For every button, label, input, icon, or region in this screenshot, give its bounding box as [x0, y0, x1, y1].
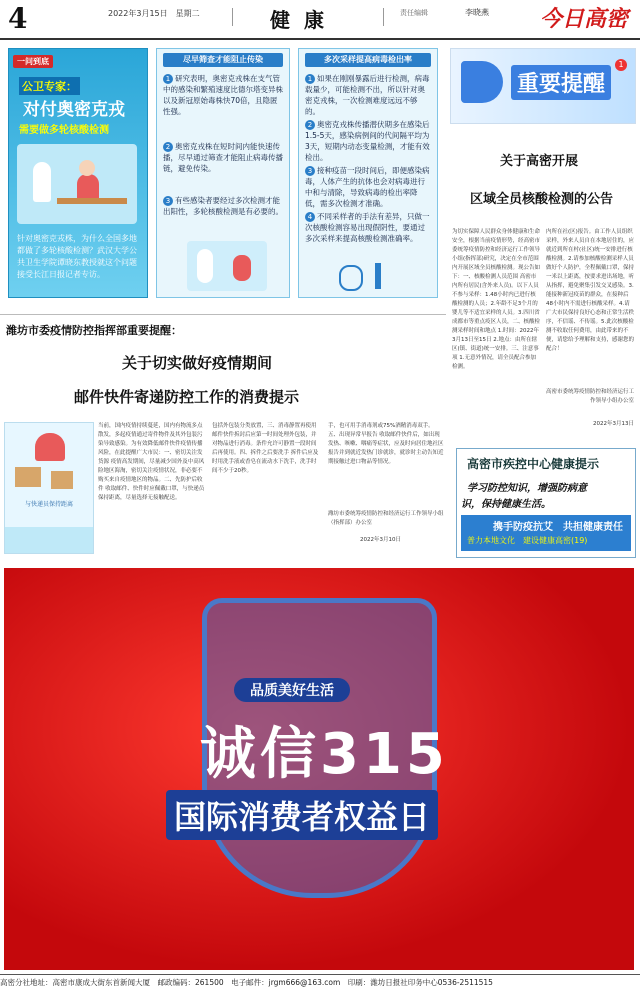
testing-illustration	[17, 144, 137, 224]
expert-panel	[8, 48, 148, 298]
editor-label: 责任编辑	[400, 9, 428, 17]
article-title-2: 邮件快件寄递防控工作的消费提示	[74, 388, 300, 406]
expert-headline: 对付奥密克戎	[23, 100, 125, 120]
expert-subheadline: 需要做多轮核酸检测	[19, 125, 109, 136]
sampling-item-4: 4 不同采样者的手法有差异，只做一次核酸检测容易出现假阴性，要通过多次采样来提高核酸检测准确率。	[305, 212, 430, 243]
courier-illustration	[4, 422, 94, 554]
ad-headline: 诚信315	[200, 722, 449, 787]
megaphone-icon	[461, 61, 503, 103]
cdc-line-2: 识，保持健康生活。	[461, 499, 551, 510]
notice-column-1: 为切实保障人民群众身体健康和生命安全，根据当前疫情形势，经高密市委统筹疫情防控和经济运行工作领导小组(指挥部)研究，决定在全市范围内开展区域全员核酸检测。现公告如下：一、核酸检测人员范围 高密市内所有居民(含外来人员)。以下人员不参与采样：1.48小时内已进行核酸检测的人员；2.年龄不足3个月的婴儿等不适宜采样的人员。3.四川省成都市等重点疫区人员，二、核酸检测采样时间和地点 1.时间：2022年3月13日至15日 2.地点：由所在辖区(镇、街道)统一安排。三、注意事项 1.无意外情况，请全员配合参加检测。	[452, 229, 540, 370]
swab-illustration	[187, 241, 267, 291]
illustration-caption: 与快递员保持距离	[24, 501, 73, 508]
banner-text: 重要提醒	[511, 65, 611, 100]
cdc-title: 高密市疾控中心健康提示	[467, 457, 600, 471]
expert-label: 公卫专家：	[19, 77, 80, 95]
sampling-item-2: 2 奥密克戎株传播潜伏期多在感染后1.5-5天，感染病例间的代间隔平均为3天，短期内动态变量检测，才能有效检出。	[305, 120, 430, 162]
sampling-item-1: 1 如果在刚刚暴露后进行检测，病毒载量少，可能检测不出，所以针对奥密克戎株，一次检测难度远远不够的。	[305, 74, 430, 116]
screening-title: 尽早筛查才能阻止传染	[163, 53, 283, 67]
cdc-slogan-2: 普力本地文化 建设健康高密(19)	[467, 536, 588, 545]
editor-name: 李晓燕	[465, 8, 489, 17]
article-date: 2022年3月10日	[360, 537, 401, 543]
screening-panel	[156, 48, 290, 298]
notice-signature: 高密市委统筹疫情防控和经济运行工作领导小组办公室	[546, 389, 635, 404]
sampling-title: 多次采样提高病毒检出率	[305, 53, 431, 67]
article-column-1: 当前，国内疫情持续蔓延，国内有物流多点散发，多起疫情通过寄件物件及其外包装污染导致感染。为有效降低邮件快件疫情传播风险，在此提醒广大市民：一、密切关注发货源 疫情高发期间，尽量减少国外及中高风险地区海淘，密切关注疫情状况，非必要不购买来自疫情地区的物品。二、先防护后收件 收取邮件、快件时应佩戴口罩，与快递员保持距离，尽量选择无接触配送。	[98, 423, 205, 501]
notice-date: 2022年3月13日	[593, 421, 634, 427]
cdc-line-1: 学习防控知识，增强防病意	[467, 483, 587, 494]
screening-item-2: 2 奥密克戎株在短时间内能快速传播，尽早通过筛查才能阻止病毒传播链，避免传染。	[163, 142, 283, 173]
page-number: 4	[8, 2, 28, 35]
notice-title-1: 关于高密开展	[500, 154, 579, 169]
section-rule	[0, 314, 446, 315]
cdc-slogan-1: 携手防疫抗艾 共担健康责任	[493, 522, 623, 533]
notice-column-2: 内所在社(区)报告。由工作人员组织采样，外来人员自在本地居住的，应就近到所在村(社区)统一安排进行核酸检测。2.请参加核酸检测采样人员做好个人防护，全程佩戴口罩，保持一米以上距离，按要求进出场地，听从指挥，避免聚集引发交叉感染。3.能接种新冠疫苗的群众，在接种后48小时内不需进行核酸采样。4.请广大市民保持良好心态和正常生活秩序，不信谣、不传谣。5.此次核酸检测不收取任何费用，由此带来的不便，请您给予理解和支持，感谢您的配合！	[546, 229, 634, 352]
screening-item-3: 3 有些感染者要经过多次检测才能出阳性，多轮核酸检测是有必要的。	[163, 196, 283, 216]
ad-subtitle: 品质美好生活	[234, 678, 350, 702]
article-kicker: 潍坊市委疫情防控指挥部重要提醒：	[6, 324, 182, 337]
consumer-rights-ad	[4, 568, 634, 970]
cdc-health-tip-box	[456, 448, 636, 558]
screening-item-1: 1 研究表明，奥密克戎株在支气管中的感染和繁殖速度比德尔塔变异株以及新冠原始毒株快70倍，且隐匿性强。	[163, 74, 283, 116]
expert-intro: 针对奥密克戎株，为什么全国多地都做了多轮核酸检测？武汉大学公共卫生学院谭晓东教授就这个问题接受长江日报记者专访。	[17, 234, 137, 279]
article-column-3: 手，也可用手消毒剂或75%酒精消毒双手。五、出现异常早报告 收取邮件快件后，如出现发热、咳嗽、咽痛等症状，应及时向居住地社区报告并到就近发热门诊就诊，就诊时主动告知近期接触过进口物品等情况。	[328, 423, 444, 465]
cdc-slogan-bar	[461, 515, 631, 551]
ad-tagline: 国际消费者权益日	[166, 790, 438, 840]
important-reminder-banner	[450, 48, 636, 124]
page-footer: 高密分社地址：高密市康成大街东首新闻大厦 邮政编码：261500 电子邮件：jrgm666@163.com 印刷：潍坊日报社印务中心0536-2511515	[0, 974, 640, 991]
article-column-2: 包括外包装分类放置，三、消毒静置再使用 邮件快件拆封后应第一时间处理外包装，并对物品进行消毒。条件允许可静置一段时间后再使用。四、拆件之后要洗手 拆件后应及时用洗手液或香皂在流动水下洗手，洗手时间不少于20秒。	[212, 423, 319, 474]
sampling-item-3: 3 接种疫苗一段时间后，即便感染病毒，人体产生的抗体也会对病毒进行中和与清除，导致病毒的检出率降低，需多次检测才准确。	[305, 166, 430, 208]
sampling-panel	[298, 48, 438, 298]
article-title-1: 关于切实做好疫情期间	[122, 354, 273, 372]
panel-tag: 一问到底	[13, 55, 53, 68]
paper-logo: 今日高密	[540, 7, 629, 32]
article-signature: 潍坊市委统筹疫情防控和经济运行工作领导小组（指挥部）办公室	[328, 511, 444, 526]
notice-title-2: 区域全员核酸检测的公告	[470, 192, 614, 207]
banner-badge: 1	[615, 59, 627, 71]
sample-tube-icon	[329, 261, 409, 291]
page-header	[0, 0, 640, 40]
section-title: 健康	[270, 8, 338, 32]
issue-date: 2022年3月15日 星期二	[108, 9, 200, 18]
